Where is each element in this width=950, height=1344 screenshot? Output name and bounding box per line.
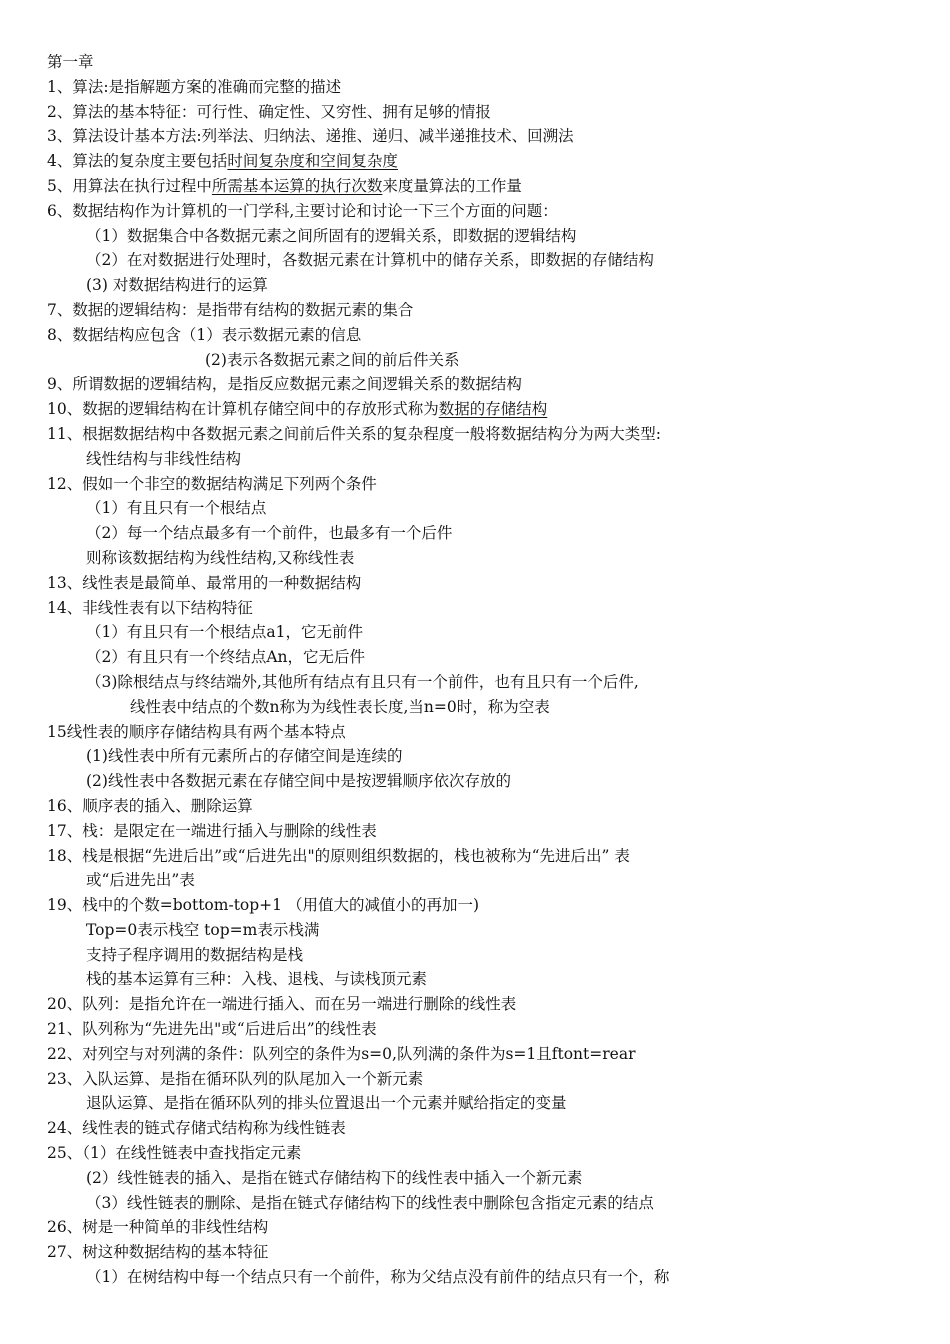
text-line: 1、算法:是指解题方案的准确而完整的描述 [47, 77, 342, 96]
text-line: 或“后进先出”表 [86, 871, 195, 890]
text-line: 9、所谓数据的逻辑结构，是指反应数据元素之间逻辑关系的数据结构 [47, 375, 522, 394]
text-line: 16、顺序表的插入、删除运算 [47, 796, 253, 815]
text-line: （3)除根结点与终结端外,其他所有结点有且只有一个前件，也有且只有一个后件, [86, 672, 639, 691]
text-line: （1）有且只有一个根结点 [86, 499, 267, 518]
text-line: 栈的基本运算有三种：入栈、退栈、与读栈顶元素 [86, 970, 428, 989]
text-line: （3）线性链表的删除、是指在链式存储结构下的线性表中删除包含指定元素的结点 [86, 1193, 654, 1212]
text-line: 8、数据结构应包含（1）表示数据元素的信息 [47, 325, 362, 344]
text-line: 22、对列空与对列满的条件：队列空的条件为s=0,队列满的条件为s=1且ftont=rear [47, 1044, 636, 1063]
text-line: (2)表示各数据元素之间的前后件关系 [205, 350, 460, 369]
text-segment: 10、数据的逻辑结构在计算机存储空间中的存放形式称为 [47, 400, 439, 419]
text-line: (3) 对数据结构进行的运算 [86, 276, 268, 295]
text-line: （2）有且只有一个终结点An，它无后件 [86, 648, 366, 667]
text-line: （1）在树结构中每一个结点只有一个前件，称为父结点没有前件的结点只有一个，称 [86, 1268, 670, 1287]
text-line: 25、（1）在线性链表中查找指定元素 [47, 1144, 302, 1163]
text-line: (2）线性链表的插入、是指在链式存储结构下的线性表中插入一个新元素 [86, 1168, 583, 1187]
text-line: 18、栈是根据“先进后出”或“后进先出"的原则组织数据的，栈也被称为“先进后出” 表 [47, 846, 630, 865]
text-line: 退队运算、是指在循环队列的排头位置退出一个元素并赋给指定的变量 [86, 1094, 567, 1113]
text-line: 线性结构与非线性结构 [86, 449, 242, 468]
underlined-text: 和 [304, 152, 321, 171]
text-line: 19、栈中的个数=bottom-top+1 （用值大的减值小的再加一) [47, 896, 479, 915]
text-line: 20、队列：是指允许在一端进行插入、而在另一端进行删除的线性表 [47, 995, 517, 1014]
text-line: 11、根据数据结构中各数据元素之间前后件关系的复杂程度一般将数据结构分为两大类型: [47, 424, 661, 443]
text-line: 线性表中结点的个数n称为为线性表长度,当n=0时，称为空表 [130, 697, 550, 716]
text-line: 15线性表的顺序存储结构具有两个基本特点 [47, 722, 346, 741]
text-line: （2）每一个结点最多有一个前件，也最多有一个后件 [86, 524, 453, 543]
text-line: 第一章 [47, 53, 94, 71]
text-line: 7、数据的逻辑结构：是指带有结构的数据元素的集合 [47, 300, 414, 319]
underlined-text: 时间复杂度 [227, 152, 305, 171]
text-line [0, 397, 950, 422]
text-line: Top=0表示栈空 top=m表示栈满 [86, 920, 320, 939]
text-line: 2、算法的基本特征：可行性、确定性、又穷性、拥有足够的情报 [47, 102, 491, 121]
text-line: 14、非线性表有以下结构特征 [47, 598, 253, 617]
text-line: 26、树是一种简单的非线性结构 [47, 1218, 269, 1237]
text-line [0, 149, 950, 174]
text-line: 6、数据结构作为计算机的一门学科,主要讨论和讨论一下三个方面的问题： [47, 201, 558, 220]
text-line: (1)线性表中所有元素所占的存储空间是连续的 [86, 747, 403, 766]
text-line: 21、队列称为“先进先出"或“后进后出”的线性表 [47, 1020, 377, 1039]
text-line: （1）数据集合中各数据元素之间所固有的逻辑关系，即数据的逻辑结构 [86, 226, 577, 245]
text-line: 23、入队运算、是指在循环队列的队尾加入一个新元素 [47, 1069, 424, 1088]
text-line: (2)线性表中各数据元素在存储空间中是按逻辑顺序依次存放的 [86, 772, 511, 791]
text-line: 24、线性表的链式存储式结构称为线性链表 [47, 1119, 346, 1138]
text-line: 27、树这种数据结构的基本特征 [47, 1243, 269, 1262]
text-line: （1）有且只有一个根结点a1，它无前件 [86, 623, 363, 642]
text-segment: 来度量算法的工作量 [382, 176, 522, 195]
underlined-text: 所需基本运算的执行次数 [211, 176, 383, 195]
text-segment: 5、用算法在执行过程中 [47, 176, 212, 195]
text-line: 12、假如一个非空的数据结构满足下列两个条件 [47, 474, 377, 493]
text-line: 3、算法设计基本方法:列举法、归纳法、递推、递归、减半递推技术、回溯法 [47, 127, 574, 146]
underlined-text: 数据的存储结构 [438, 400, 548, 419]
underlined-text: 空间复杂度 [320, 152, 398, 171]
text-segment: 4、算法的复杂度主要包括 [47, 152, 228, 171]
text-line: （2）在对数据进行处理时，各数据元素在计算机中的储存关系，即数据的存储结构 [86, 251, 654, 270]
text-line: 支持子程序调用的数据结构是栈 [86, 945, 304, 964]
text-line: 则称该数据结构为线性结构,又称线性表 [86, 548, 355, 567]
text-line: 17、栈：是限定在一端进行插入与删除的线性表 [47, 821, 377, 840]
text-line: 13、线性表是最简单、最常用的一种数据结构 [47, 573, 362, 592]
text-line [0, 174, 950, 199]
